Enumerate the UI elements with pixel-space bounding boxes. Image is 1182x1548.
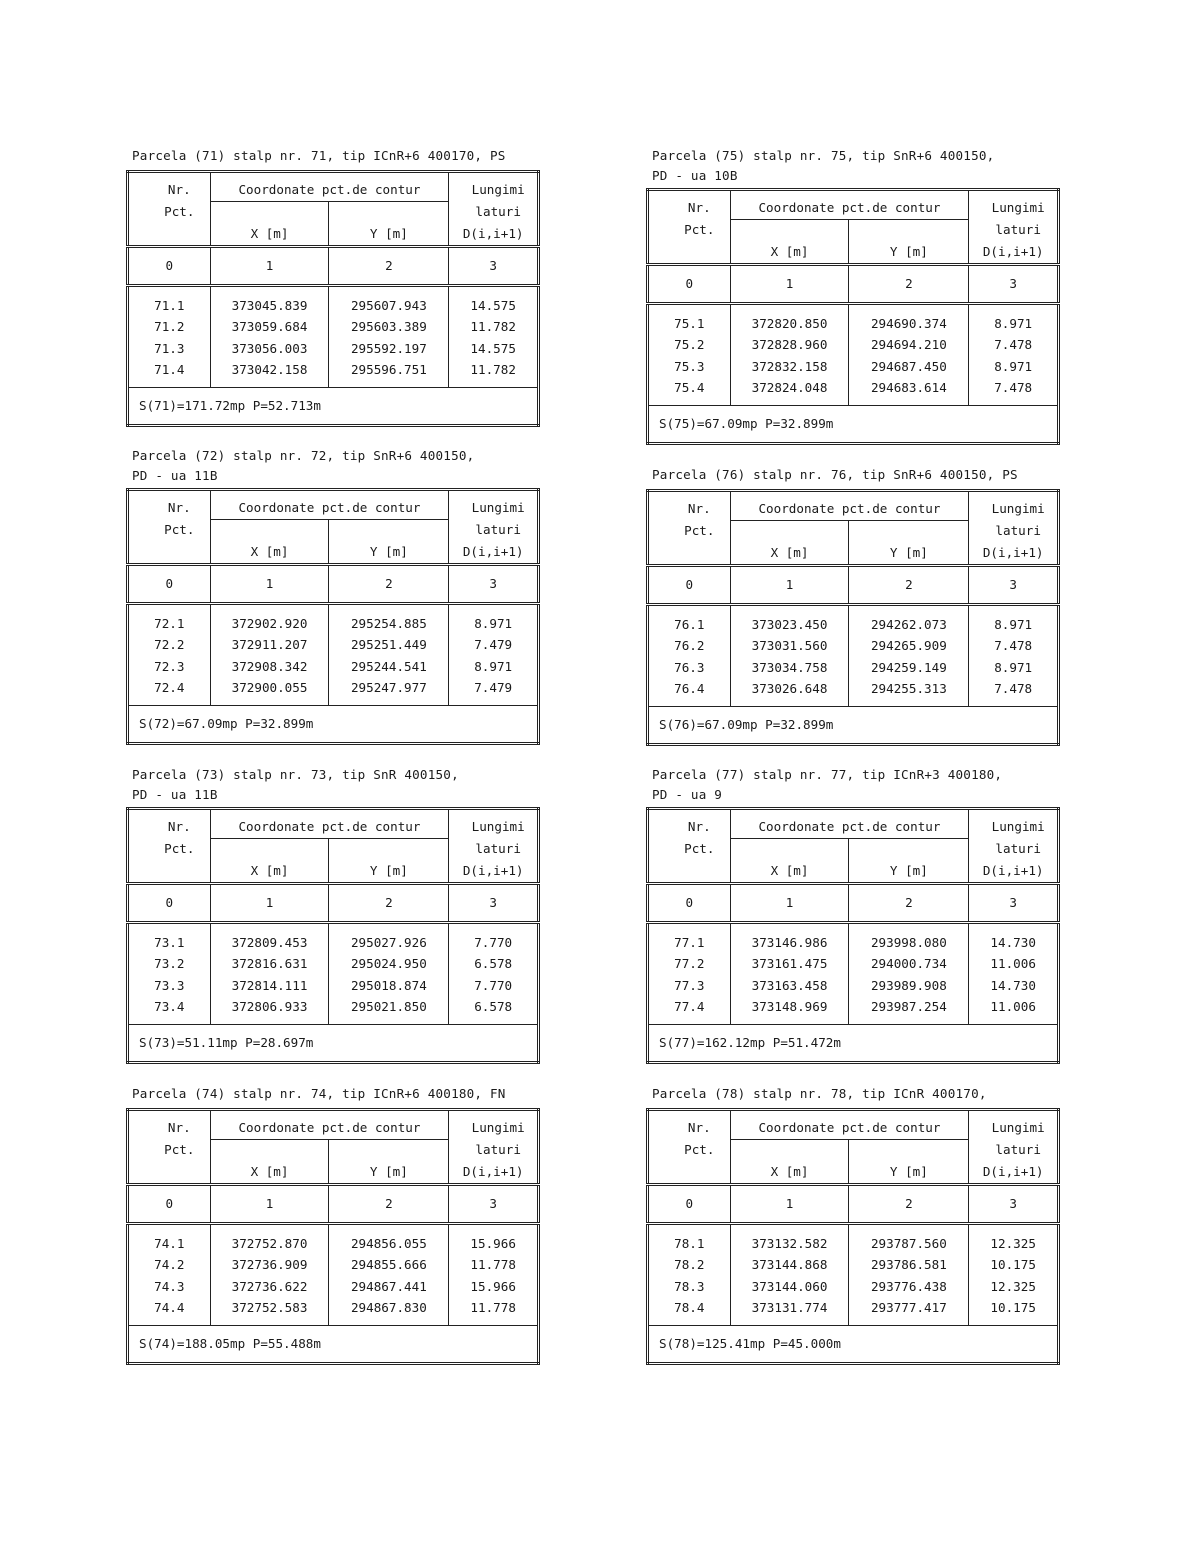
table-row [128,338,539,360]
cell-x: 372806.933 [210,996,329,1018]
header-y: Y [m] [849,860,969,883]
table-row [648,678,1059,700]
header-lungimi: Lungimi [969,809,1059,839]
col-number: 2 [329,564,449,603]
cell-pct: 72.4 [128,677,211,699]
cell-pct: 73.3 [128,975,211,997]
header-x: X [m] [730,241,849,264]
header-x: X [m] [730,542,849,565]
cell-y: 293786.581 [849,1254,969,1276]
parcel-block [646,1084,1062,1365]
cell-x: 373132.582 [730,1233,849,1255]
cell-y: 295254.885 [329,613,449,635]
header-lungimi: Lungimi [449,809,539,839]
table-row [128,1276,539,1298]
header-y: Y [m] [849,1161,969,1184]
header-x: X [m] [730,860,849,883]
cell-x: 372911.207 [210,634,329,656]
cell-d: 15.966 [449,1233,539,1255]
cell-d: 14.575 [449,295,539,317]
table-row [648,996,1059,1018]
cell-pct: 75.3 [648,356,731,378]
cell-pct: 76.2 [648,635,731,657]
table-row [648,1297,1059,1319]
coordinates-table [646,807,1060,1064]
table-row [128,613,539,635]
cell-x: 372828.960 [730,334,849,356]
table-row [128,634,539,656]
col-number: 1 [730,883,849,922]
cell-x: 373031.560 [730,635,849,657]
cell-d: 12.325 [969,1276,1059,1298]
cell-pct: 75.1 [648,313,731,335]
cell-y: 295592.197 [329,338,449,360]
header-nr: Nr. [128,809,211,839]
cell-x: 373161.475 [730,953,849,975]
table-row [128,996,539,1018]
parcel-summary: S(72)=67.09mp P=32.899m [139,715,314,731]
parcel-block [646,765,1062,1064]
cell-y: 294867.441 [329,1276,449,1298]
cell-d: 11.782 [449,359,539,381]
header-pct: Pct. [648,520,731,542]
table-row [128,1254,539,1276]
col-number: 2 [329,246,449,285]
parcel-block [126,146,542,427]
cell-d: 8.971 [969,614,1059,636]
cell-d: 7.478 [969,678,1059,700]
cell-y: 294694.210 [849,334,969,356]
cell-x: 372752.870 [210,1233,329,1255]
parcel-block [646,146,1062,445]
cell-y: 295596.751 [329,359,449,381]
parcel-summary: S(74)=188.05mp P=55.488m [139,1335,321,1351]
cell-pct: 76.1 [648,614,731,636]
header-nr: Nr. [128,1110,211,1140]
header-x: X [m] [210,223,329,246]
header-pct: Pct. [648,838,731,860]
header-laturi: laturi [969,219,1059,241]
header-d: D(i,i+1) [969,241,1059,264]
coordinates-table [126,488,540,745]
table-row [648,334,1059,356]
cell-y: 293998.080 [849,932,969,954]
header-y: Y [m] [329,223,449,246]
cell-y: 294683.614 [849,377,969,399]
parcel-block [126,765,542,1064]
cell-pct: 73.1 [128,932,211,954]
cell-y: 294255.313 [849,678,969,700]
cell-pct: 77.4 [648,996,731,1018]
cell-y: 295244.541 [329,656,449,678]
header-laturi: laturi [449,201,539,223]
cell-y: 294265.909 [849,635,969,657]
cell-d: 11.778 [449,1254,539,1276]
table-row [128,295,539,317]
cell-d: 14.575 [449,338,539,360]
cell-d: 7.770 [449,975,539,997]
cell-pct: 73.2 [128,953,211,975]
parcel-summary: S(73)=51.11mp P=28.697m [139,1034,314,1050]
table-row [648,953,1059,975]
cell-d: 6.578 [449,953,539,975]
cell-y: 294867.830 [329,1297,449,1319]
cell-d: 7.479 [449,677,539,699]
header-nr: Nr. [648,491,731,521]
header-nr: Nr. [648,190,731,220]
cell-pct: 71.2 [128,316,211,338]
cell-pct: 78.2 [648,1254,731,1276]
cell-pct: 77.2 [648,953,731,975]
header-coord: Coordonate pct.de contur [210,809,449,839]
header-pct: Pct. [648,219,731,241]
table-row [648,313,1059,335]
col-number: 3 [449,1184,539,1223]
cell-pct: 74.4 [128,1297,211,1319]
table-row [128,953,539,975]
header-laturi: laturi [449,519,539,541]
header-coord: Coordonate pct.de contur [210,490,449,520]
header-laturi: laturi [449,838,539,860]
cell-y: 294262.073 [849,614,969,636]
table-row [648,975,1059,997]
table-row [128,359,539,381]
header-y: Y [m] [329,541,449,564]
cell-d: 10.175 [969,1254,1059,1276]
cell-y: 293777.417 [849,1297,969,1319]
table-row [128,1233,539,1255]
coordinates-table [646,489,1060,746]
col-number: 0 [128,246,211,285]
header-lungimi: Lungimi [969,491,1059,521]
header-laturi: laturi [969,1139,1059,1161]
table-row [128,975,539,997]
cell-d: 7.770 [449,932,539,954]
parcel-block [126,1084,542,1365]
cell-x: 373042.158 [210,359,329,381]
header-d: D(i,i+1) [449,860,539,883]
cell-y: 294687.450 [849,356,969,378]
col-number: 2 [849,883,969,922]
header-d: D(i,i+1) [449,1161,539,1184]
cell-y: 294855.666 [329,1254,449,1276]
cell-d: 15.966 [449,1276,539,1298]
col-number: 0 [648,264,731,303]
parcel-title: Parcela (74) stalp nr. 74, tip ICnR+6 400180, FN [132,1086,506,1101]
cell-y: 294259.149 [849,657,969,679]
table-row [648,377,1059,399]
col-number: 3 [449,883,539,922]
header-x: X [m] [210,541,329,564]
cell-y: 293987.254 [849,996,969,1018]
cell-y: 293787.560 [849,1233,969,1255]
cell-pct: 74.1 [128,1233,211,1255]
cell-x: 373059.684 [210,316,329,338]
parcel-summary: S(76)=67.09mp P=32.899m [659,716,834,732]
parcel-block [126,446,542,745]
cell-x: 372814.111 [210,975,329,997]
coordinates-table [646,188,1060,445]
col-number: 3 [969,1184,1059,1223]
cell-x: 372820.850 [730,313,849,335]
cell-pct: 73.4 [128,996,211,1018]
cell-x: 372816.631 [210,953,329,975]
cell-x: 373144.868 [730,1254,849,1276]
parcel-title: Parcela (77) stalp nr. 77, tip ICnR+3 400180, PD - ua 9 [652,767,1003,802]
cell-pct: 75.4 [648,377,731,399]
cell-d: 11.006 [969,996,1059,1018]
cell-x: 373023.450 [730,614,849,636]
cell-y: 295251.449 [329,634,449,656]
table-row [128,316,539,338]
header-coord: Coordonate pct.de contur [210,172,449,202]
parcel-summary: S(75)=67.09mp P=32.899m [659,415,834,431]
table-row [648,356,1059,378]
header-lungimi: Lungimi [449,172,539,202]
col-number: 3 [969,883,1059,922]
header-laturi: laturi [969,838,1059,860]
header-lungimi: Lungimi [969,190,1059,220]
cell-d: 8.971 [969,313,1059,335]
header-coord: Coordonate pct.de contur [730,491,969,521]
col-number: 1 [210,246,329,285]
table-row [648,1254,1059,1276]
cell-y: 295018.874 [329,975,449,997]
cell-d: 6.578 [449,996,539,1018]
header-nr: Nr. [128,490,211,520]
cell-d: 8.971 [969,657,1059,679]
cell-x: 372902.920 [210,613,329,635]
cell-pct: 78.4 [648,1297,731,1319]
cell-d: 8.971 [449,656,539,678]
cell-pct: 72.3 [128,656,211,678]
cell-d: 12.325 [969,1233,1059,1255]
header-d: D(i,i+1) [449,223,539,246]
header-pct: Pct. [648,1139,731,1161]
col-number: 2 [329,1184,449,1223]
cell-x: 372908.342 [210,656,329,678]
cell-pct: 78.1 [648,1233,731,1255]
header-coord: Coordonate pct.de contur [730,1110,969,1140]
table-row [128,932,539,954]
col-number: 3 [969,264,1059,303]
col-number: 2 [849,264,969,303]
cell-y: 293776.438 [849,1276,969,1298]
cell-y: 295607.943 [329,295,449,317]
cell-pct: 75.2 [648,334,731,356]
cell-d: 11.006 [969,953,1059,975]
header-coord: Coordonate pct.de contur [730,809,969,839]
cell-x: 373144.060 [730,1276,849,1298]
header-d: D(i,i+1) [969,542,1059,565]
header-pct: Pct. [128,201,211,223]
header-coord: Coordonate pct.de contur [730,190,969,220]
cell-x: 372809.453 [210,932,329,954]
cell-d: 7.478 [969,635,1059,657]
header-lungimi: Lungimi [449,490,539,520]
cell-pct: 71.1 [128,295,211,317]
header-pct: Pct. [128,838,211,860]
col-number: 3 [449,564,539,603]
header-lungimi: Lungimi [449,1110,539,1140]
cell-pct: 74.3 [128,1276,211,1298]
header-coord: Coordonate pct.de contur [210,1110,449,1140]
cell-x: 373148.969 [730,996,849,1018]
header-pct: Pct. [128,1139,211,1161]
col-number: 0 [128,1184,211,1223]
table-row [648,932,1059,954]
cell-d: 11.778 [449,1297,539,1319]
cell-x: 373034.758 [730,657,849,679]
cell-x: 373131.774 [730,1297,849,1319]
coordinates-table [126,1108,540,1365]
header-d: D(i,i+1) [969,1161,1059,1184]
cell-pct: 77.3 [648,975,731,997]
header-x: X [m] [210,1161,329,1184]
parcel-title: Parcela (78) stalp nr. 78, tip ICnR 400170, [652,1086,987,1101]
coordinates-table [126,170,540,427]
col-number: 1 [210,1184,329,1223]
cell-pct: 71.3 [128,338,211,360]
cell-x: 373146.986 [730,932,849,954]
parcel-summary: S(77)=162.12mp P=51.472m [659,1034,841,1050]
cell-d: 14.730 [969,975,1059,997]
col-number: 0 [648,1184,731,1223]
table-row [648,1233,1059,1255]
table-row [128,677,539,699]
cell-y: 295247.977 [329,677,449,699]
header-lungimi: Lungimi [969,1110,1059,1140]
header-x: X [m] [730,1161,849,1184]
cell-y: 295024.950 [329,953,449,975]
cell-d: 7.478 [969,377,1059,399]
parcel-title: Parcela (75) stalp nr. 75, tip SnR+6 400150, PD - ua 10B [652,148,995,183]
cell-pct: 78.3 [648,1276,731,1298]
header-nr: Nr. [128,172,211,202]
cell-d: 14.730 [969,932,1059,954]
coordinates-table [646,1108,1060,1365]
cell-x: 373163.458 [730,975,849,997]
cell-d: 7.479 [449,634,539,656]
parcel-title: Parcela (73) stalp nr. 73, tip SnR 400150, PD - ua 11B [132,767,459,802]
cell-y: 293989.908 [849,975,969,997]
cell-x: 372752.583 [210,1297,329,1319]
table-row [128,1297,539,1319]
col-number: 0 [648,565,731,604]
table-row [128,656,539,678]
cell-y: 295027.926 [329,932,449,954]
col-number: 1 [730,264,849,303]
cell-y: 294690.374 [849,313,969,335]
cell-x: 372736.622 [210,1276,329,1298]
cell-d: 8.971 [449,613,539,635]
cell-pct: 77.1 [648,932,731,954]
table-row [648,1276,1059,1298]
coordinates-table [126,807,540,1064]
col-number: 3 [969,565,1059,604]
col-number: 2 [329,883,449,922]
header-y: Y [m] [329,860,449,883]
cell-d: 10.175 [969,1297,1059,1319]
cell-x: 372736.909 [210,1254,329,1276]
cell-pct: 71.4 [128,359,211,381]
cell-x: 373026.648 [730,678,849,700]
cell-d: 7.478 [969,334,1059,356]
col-number: 2 [849,1184,969,1223]
header-y: Y [m] [849,241,969,264]
col-number: 3 [449,246,539,285]
col-number: 1 [210,883,329,922]
header-x: X [m] [210,860,329,883]
parcel-block [646,465,1062,746]
table-row [648,614,1059,636]
col-number: 0 [128,564,211,603]
cell-pct: 76.4 [648,678,731,700]
cell-y: 295021.850 [329,996,449,1018]
col-number: 1 [730,565,849,604]
cell-d: 11.782 [449,316,539,338]
col-number: 0 [128,883,211,922]
header-d: D(i,i+1) [969,860,1059,883]
cell-pct: 72.1 [128,613,211,635]
header-nr: Nr. [648,809,731,839]
cell-pct: 72.2 [128,634,211,656]
parcel-summary: S(78)=125.41mp P=45.000m [659,1335,841,1351]
cell-y: 294856.055 [329,1233,449,1255]
cell-x: 372832.158 [730,356,849,378]
cell-x: 372900.055 [210,677,329,699]
header-y: Y [m] [329,1161,449,1184]
header-pct: Pct. [128,519,211,541]
cell-x: 373045.839 [210,295,329,317]
col-number: 0 [648,883,731,922]
cell-x: 373056.003 [210,338,329,360]
table-row [648,635,1059,657]
parcel-title: Parcela (72) stalp nr. 72, tip SnR+6 400150, PD - ua 11B [132,448,475,483]
cell-pct: 76.3 [648,657,731,679]
col-number: 2 [849,565,969,604]
header-y: Y [m] [849,542,969,565]
parcel-title: Parcela (71) stalp nr. 71, tip ICnR+6 400170, PS [132,148,506,163]
col-number: 1 [210,564,329,603]
table-row [648,657,1059,679]
header-laturi: laturi [969,520,1059,542]
cell-x: 372824.048 [730,377,849,399]
cell-d: 8.971 [969,356,1059,378]
parcel-title: Parcela (76) stalp nr. 76, tip SnR+6 400150, PS [652,467,1018,482]
parcel-summary: S(71)=171.72mp P=52.713m [139,397,321,413]
header-d: D(i,i+1) [449,541,539,564]
col-number: 1 [730,1184,849,1223]
header-laturi: laturi [449,1139,539,1161]
cell-pct: 74.2 [128,1254,211,1276]
header-nr: Nr. [648,1110,731,1140]
cell-y: 295603.389 [329,316,449,338]
cell-y: 294000.734 [849,953,969,975]
